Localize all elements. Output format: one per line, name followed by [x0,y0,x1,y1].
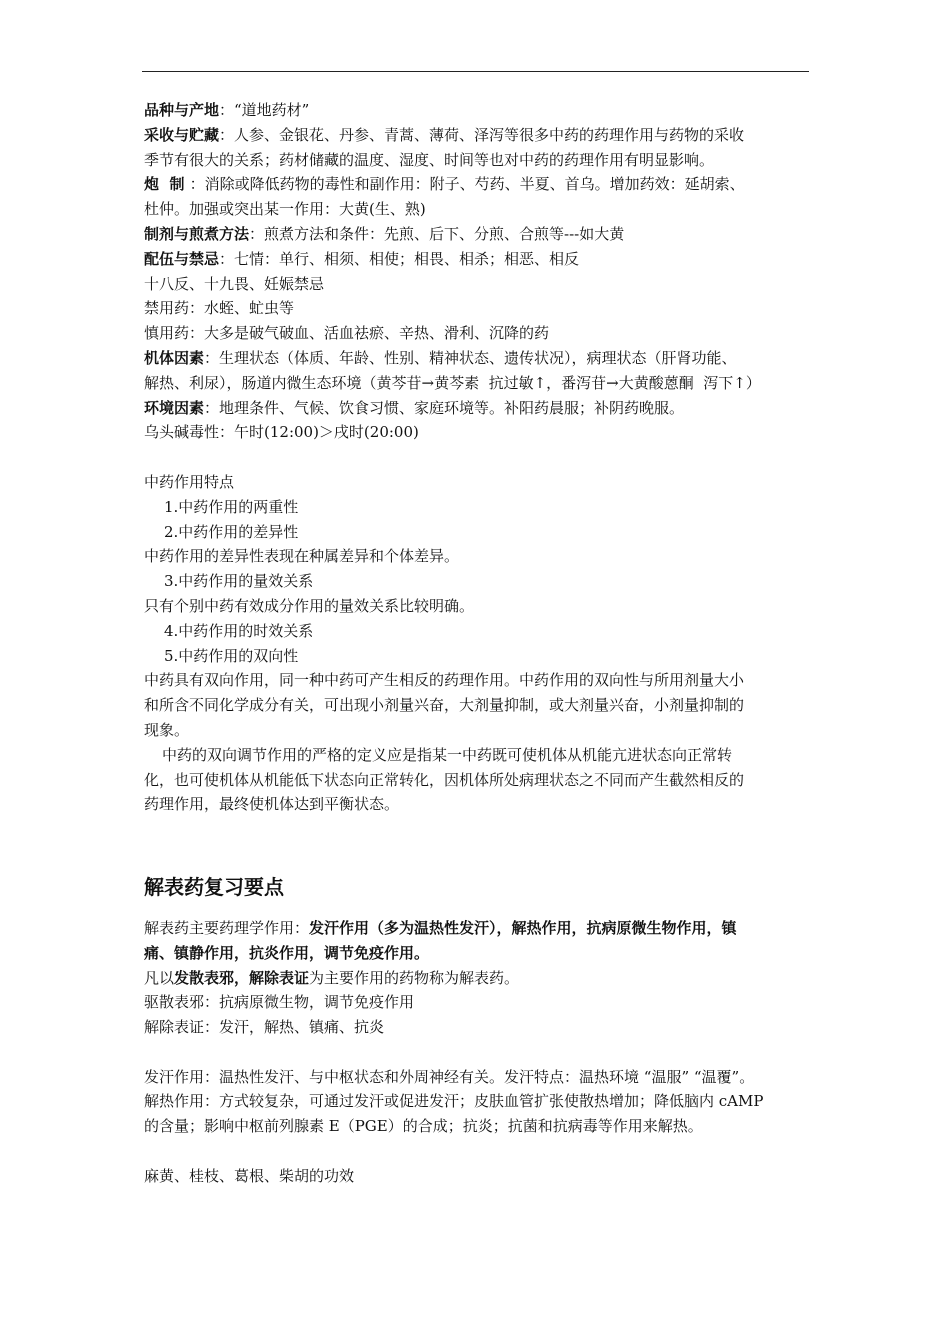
text-line: 杜仲。加强或突出某一作用：大黄(生、熟) [144,200,426,219]
text-line: 药理作用，最终使机体达到平衡状态。 [144,795,400,814]
paragraph-harvest-storage [144,123,814,148]
term-text: ：七情：单行、相须、相使；相畏、相杀；相恶、相反 [219,249,580,268]
term-label: 品种与产地 [144,101,220,119]
text-line: 痛、镇静作用，抗炎作用，调节免疫作用。 [144,943,430,962]
text-line: 化，也可使机体从机能低下状态向正常转化，因机体所处病理状态之不同而产生截然相反的 [144,770,745,789]
term-text: ：生理状态（体质、年龄、性别、精神状态、遗传状况），病理状态（肝肾功能、 [204,348,737,367]
text-line: 解热作用：方式较复杂，可通过发汗或促进发汗；皮肤血管扩张使散热增加；降低脑内 cAMP [144,1092,764,1111]
text-line: 乌头碱毒性：午时(12:00)＞戌时(20:00) [144,423,419,442]
list-item: 3.中药作用的量效关系 [164,572,314,591]
text-line: 发汗作用：温热性发汗、与中枢状态和外周神经有关。发汗特点：温热环境 “温服” “温覆”。 [144,1067,755,1086]
text-span: 为主要作用的药物称为解表药。 [309,968,520,987]
text-line: 解热、利尿），肠道内微生态环境（黄芩苷→黄芩素 抗过敏↑，番泻苷→大黄酸蒽酮 泻下↑） [144,373,761,392]
text-span: 凡以 [144,968,175,987]
text-line: 解除表证：发汗，解热、镇痛、抗炎 [144,1018,385,1037]
header-rule [142,71,809,72]
term-text: ：“道地药材” [219,101,310,119]
spacer [144,1139,814,1164]
term-text: ：人参、金银花、丹参、青蒿、薄荷、泽泻等很多中药的药理作用与药物的采收 [219,125,745,144]
list-item: 4.中药作用的时效关系 [164,621,314,640]
text-line: 麻黄、桂枝、葛根、柴胡的功效 [144,1166,355,1185]
paragraph-env-factors [144,396,814,421]
paragraph-body-factors [144,346,814,371]
text-line: 十八反、十九畏、妊娠禁忌 [144,274,325,293]
text-line: 慎用药：大多是破气破血、活血祛瘀、辛热、滑利、沉降的药 [144,324,550,343]
term-label: 炮 制 [144,175,190,194]
text-line: 禁用药：水蛭、虻虫等 [144,299,295,318]
text-line: 中药作用的差异性表现在种属差异和个体差异。 [144,547,460,566]
list-item: 5.中药作用的双向性 [164,646,299,665]
text-line: 中药具有双向作用，同一种中药可产生相反的药理作用。中药作用的双向性与所用剂量大小 [144,671,745,690]
text-span: 解表药主要药理学作用： [144,918,310,937]
paragraph-processing [144,172,814,197]
term-text: ：消除或降低药物的毒性和副作用：附子、芍药、半夏、首乌。增加药效：延胡索、 [189,175,745,194]
document-body [144,98,814,1189]
term-label: 采收与贮藏 [144,125,220,144]
paragraph-main-effects [144,916,814,941]
term-label: 机体因素 [144,348,205,367]
text-line: 季节有很大的关系；药材储藏的温度、湿度、时间等也对中药的药理作用有明显影响。 [144,150,715,169]
term-label: 配伍与禁忌 [144,249,220,268]
term-text: ：地理条件、气候、饮食习惯、家庭环境等。补阳药晨服；补阴药晚服。 [204,398,685,417]
list-item: 2.中药作用的差异性 [164,522,299,541]
section-heading: 解表药复习要点 [144,874,284,899]
bold-text: 发汗作用（多为温热性发汗），解热作用，抗病原微生物作用，镇 [309,918,737,937]
section-title: 中药作用特点 [144,472,235,491]
spacer [144,817,814,842]
term-label: 环境因素 [144,398,205,417]
paragraph-compatibility [144,247,814,272]
term-text: ：煎煮方法和条件：先煎、后下、分煎、合煎等---如大黄 [249,224,625,243]
text-line: 现象。 [144,720,190,739]
text-line: 的含量；影响中枢前列腺素 E（PGE）的合成；抗炎；抗菌和抗病毒等作用来解热。 [144,1117,703,1136]
bold-text: 发散表邪，解除表证 [174,968,310,987]
text-line: 和所含不同化学成分有关，可出现小剂量兴奋，大剂量抑制，或大剂量兴奋，小剂量抑制的 [144,696,745,715]
spacer [144,1040,814,1065]
list-item: 1.中药作用的两重性 [164,497,299,516]
paragraph-variety-origin [144,98,814,123]
term-label: 制剂与煎煮方法 [144,224,250,243]
text-line: 中药的双向调节作用的严格的定义应是指某一中药既可使机体从机能亢进状态向正常转 [162,745,733,764]
spacer [144,445,814,470]
paragraph-definition [144,966,814,991]
text-line: 驱散表邪：抗病原微生物，调节免疫作用 [144,993,415,1012]
paragraph-preparation [144,222,814,247]
text-line: 只有个别中药有效成分作用的量效关系比较明确。 [144,596,475,615]
